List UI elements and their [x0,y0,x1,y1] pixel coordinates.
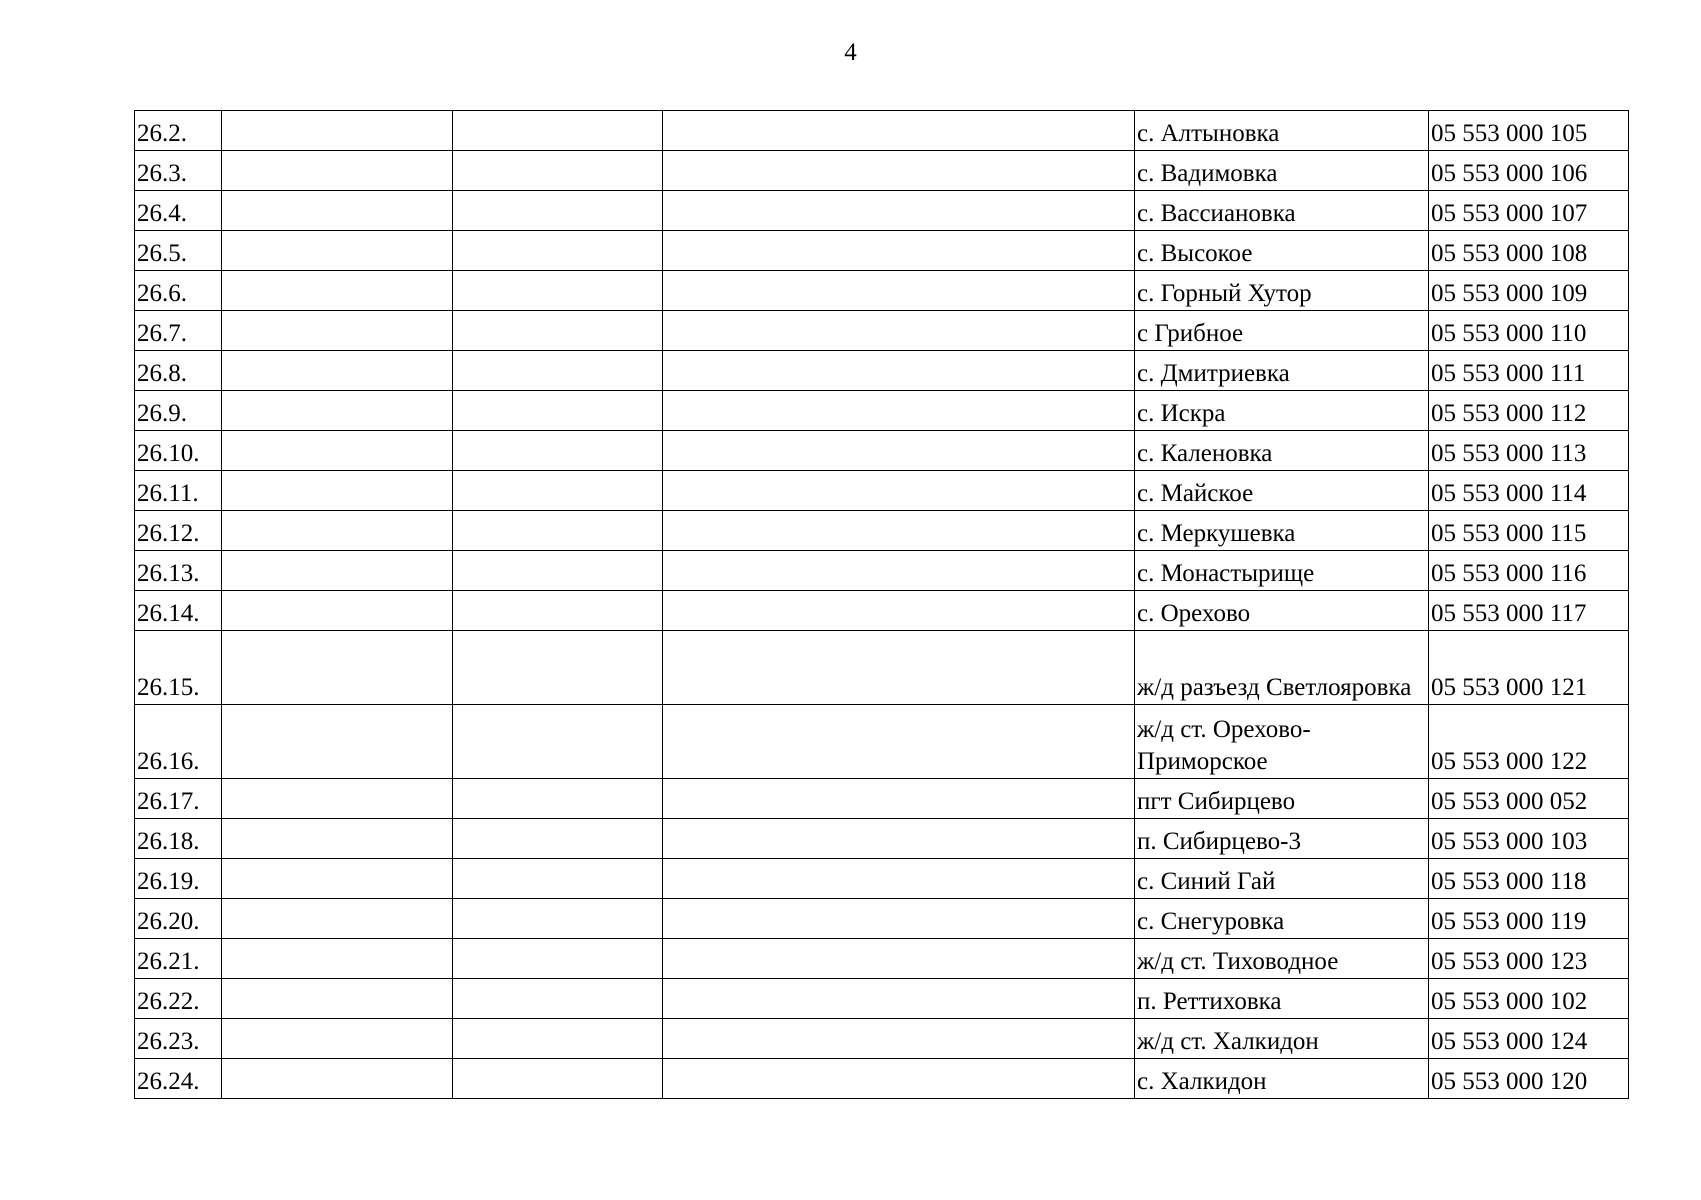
settlement-name-cell: с. Вадимовка [1135,151,1429,191]
row-number-cell: 26.12. [135,511,222,551]
empty-cell [453,551,663,591]
table-row [135,859,1629,899]
table-row [135,231,1629,271]
empty-cell [222,631,453,705]
empty-cell [453,979,663,1019]
table-row [135,191,1629,231]
row-number-cell: 26.14. [135,591,222,631]
settlement-code-cell: 05 553 000 105 [1429,111,1629,151]
row-number-cell: 26.19. [135,859,222,899]
settlement-code-cell: 05 553 000 114 [1429,471,1629,511]
settlement-name-cell: с. Снегуровка [1135,899,1429,939]
settlement-name-cell: с. Синий Гай [1135,859,1429,899]
row-number-cell: 26.15. [135,631,222,705]
settlement-code-cell: 05 553 000 102 [1429,979,1629,1019]
empty-cell [663,939,1135,979]
settlement-code-cell: 05 553 000 107 [1429,191,1629,231]
table-row [135,551,1629,591]
row-number-cell: 26.18. [135,819,222,859]
empty-cell [663,705,1135,779]
empty-cell [663,231,1135,271]
settlement-name-cell: п. Реттиховка [1135,979,1429,1019]
empty-cell [663,859,1135,899]
empty-cell [222,311,453,351]
empty-cell [222,1019,453,1059]
table-row [135,151,1629,191]
settlement-code-cell: 05 553 000 109 [1429,271,1629,311]
empty-cell [453,351,663,391]
settlement-code-cell: 05 553 000 112 [1429,391,1629,431]
empty-cell [453,271,663,311]
settlement-code-cell: 05 553 000 116 [1429,551,1629,591]
settlement-name-cell: пгт Сибирцево [1135,779,1429,819]
row-number-cell: 26.9. [135,391,222,431]
empty-cell [453,779,663,819]
empty-cell [222,151,453,191]
table-row [135,471,1629,511]
row-number-cell: 26.2. [135,111,222,151]
settlement-code-cell: 05 553 000 052 [1429,779,1629,819]
empty-cell [453,819,663,859]
empty-cell [663,979,1135,1019]
empty-cell [222,899,453,939]
table-row [135,591,1629,631]
settlement-code-cell: 05 553 000 117 [1429,591,1629,631]
empty-cell [663,899,1135,939]
empty-cell [663,779,1135,819]
row-number-cell: 26.17. [135,779,222,819]
row-number-cell: 26.8. [135,351,222,391]
settlement-name-cell: с. Халкидон [1135,1059,1429,1099]
empty-cell [222,819,453,859]
empty-cell [453,311,663,351]
table-row [135,511,1629,551]
settlement-code-cell: 05 553 000 115 [1429,511,1629,551]
settlement-code-cell: 05 553 000 120 [1429,1059,1629,1099]
settlement-code-cell: 05 553 000 122 [1429,705,1629,779]
empty-cell [453,471,663,511]
empty-cell [453,899,663,939]
settlement-code-cell: 05 553 000 103 [1429,819,1629,859]
table-row [135,899,1629,939]
empty-cell [453,431,663,471]
empty-cell [222,939,453,979]
empty-cell [453,111,663,151]
empty-cell [222,1059,453,1099]
empty-cell [453,1019,663,1059]
settlement-name-cell: с. Дмитриевка [1135,351,1429,391]
empty-cell [222,431,453,471]
empty-cell [453,631,663,705]
row-number-cell: 26.11. [135,471,222,511]
row-number-cell: 26.13. [135,551,222,591]
settlement-code-cell: 05 553 000 119 [1429,899,1629,939]
empty-cell [453,511,663,551]
table-row [135,1019,1629,1059]
settlement-name-cell: с. Высокое [1135,231,1429,271]
row-number-cell: 26.21. [135,939,222,979]
row-number-cell: 26.23. [135,1019,222,1059]
empty-cell [222,191,453,231]
table-row [135,705,1629,779]
settlement-code-cell: 05 553 000 118 [1429,859,1629,899]
row-number-cell: 26.6. [135,271,222,311]
empty-cell [453,939,663,979]
empty-cell [222,779,453,819]
empty-cell [663,111,1135,151]
empty-cell [663,391,1135,431]
empty-cell [663,311,1135,351]
settlement-code-cell: 05 553 000 121 [1429,631,1629,705]
settlement-name-cell: ж/д ст. Халкидон [1135,1019,1429,1059]
empty-cell [222,705,453,779]
settlement-name-cell: ж/д разъезд Светлояровка [1135,631,1429,705]
empty-cell [222,231,453,271]
settlement-name-cell: с. Меркушевка [1135,511,1429,551]
settlement-name-cell: с. Горный Хутор [1135,271,1429,311]
empty-cell [222,351,453,391]
settlement-code-cell: 05 553 000 108 [1429,231,1629,271]
settlement-name-cell: ж/д ст. Тиховодное [1135,939,1429,979]
table-row [135,631,1629,705]
empty-cell [453,151,663,191]
table-row [135,351,1629,391]
settlement-name-cell: с. Каленовка [1135,431,1429,471]
empty-cell [222,979,453,1019]
empty-cell [663,471,1135,511]
settlement-name-cell: с. Искра [1135,391,1429,431]
table-row [135,1059,1629,1099]
empty-cell [663,271,1135,311]
settlement-code-cell: 05 553 000 106 [1429,151,1629,191]
settlement-name-cell: с Грибное [1135,311,1429,351]
table-row [135,779,1629,819]
settlement-name-cell: с. Майское [1135,471,1429,511]
settlement-table [134,110,1629,1099]
empty-cell [222,551,453,591]
row-number-cell: 26.20. [135,899,222,939]
table-row [135,979,1629,1019]
empty-cell [663,191,1135,231]
empty-cell [663,351,1135,391]
row-number-cell: 26.7. [135,311,222,351]
empty-cell [222,859,453,899]
row-number-cell: 26.5. [135,231,222,271]
empty-cell [453,1059,663,1099]
empty-cell [663,151,1135,191]
table-row [135,939,1629,979]
settlement-name-cell: п. Сибирцево-3 [1135,819,1429,859]
row-number-cell: 26.3. [135,151,222,191]
settlement-name-cell: с. Орехово [1135,591,1429,631]
settlement-code-cell: 05 553 000 111 [1429,351,1629,391]
page-number: 4 [844,39,857,66]
settlement-name-cell: с. Алтыновка [1135,111,1429,151]
table-row [135,431,1629,471]
empty-cell [663,551,1135,591]
empty-cell [663,431,1135,471]
empty-cell [222,511,453,551]
row-number-cell: 26.24. [135,1059,222,1099]
table-row [135,819,1629,859]
table-body [135,111,1629,1099]
row-number-cell: 26.22. [135,979,222,1019]
empty-cell [663,819,1135,859]
empty-cell [453,859,663,899]
empty-cell [453,191,663,231]
empty-cell [663,1019,1135,1059]
settlement-code-cell: 05 553 000 110 [1429,311,1629,351]
settlement-name-cell: ж/д ст. Орехово-Приморское [1135,705,1429,779]
empty-cell [663,631,1135,705]
empty-cell [663,1059,1135,1099]
empty-cell [453,391,663,431]
empty-cell [453,231,663,271]
table-row [135,111,1629,151]
empty-cell [453,705,663,779]
settlement-code-cell: 05 553 000 123 [1429,939,1629,979]
row-number-cell: 26.4. [135,191,222,231]
empty-cell [453,591,663,631]
settlement-name-cell: с. Вассиановка [1135,191,1429,231]
empty-cell [222,271,453,311]
table-row [135,311,1629,351]
empty-cell [222,471,453,511]
settlement-code-cell: 05 553 000 124 [1429,1019,1629,1059]
row-number-cell: 26.10. [135,431,222,471]
table-row [135,271,1629,311]
settlement-code-cell: 05 553 000 113 [1429,431,1629,471]
empty-cell [663,591,1135,631]
settlement-name-cell: с. Монастырище [1135,551,1429,591]
empty-cell [663,511,1135,551]
table-row [135,391,1629,431]
empty-cell [222,111,453,151]
row-number-cell: 26.16. [135,705,222,779]
empty-cell [222,591,453,631]
empty-cell [222,391,453,431]
